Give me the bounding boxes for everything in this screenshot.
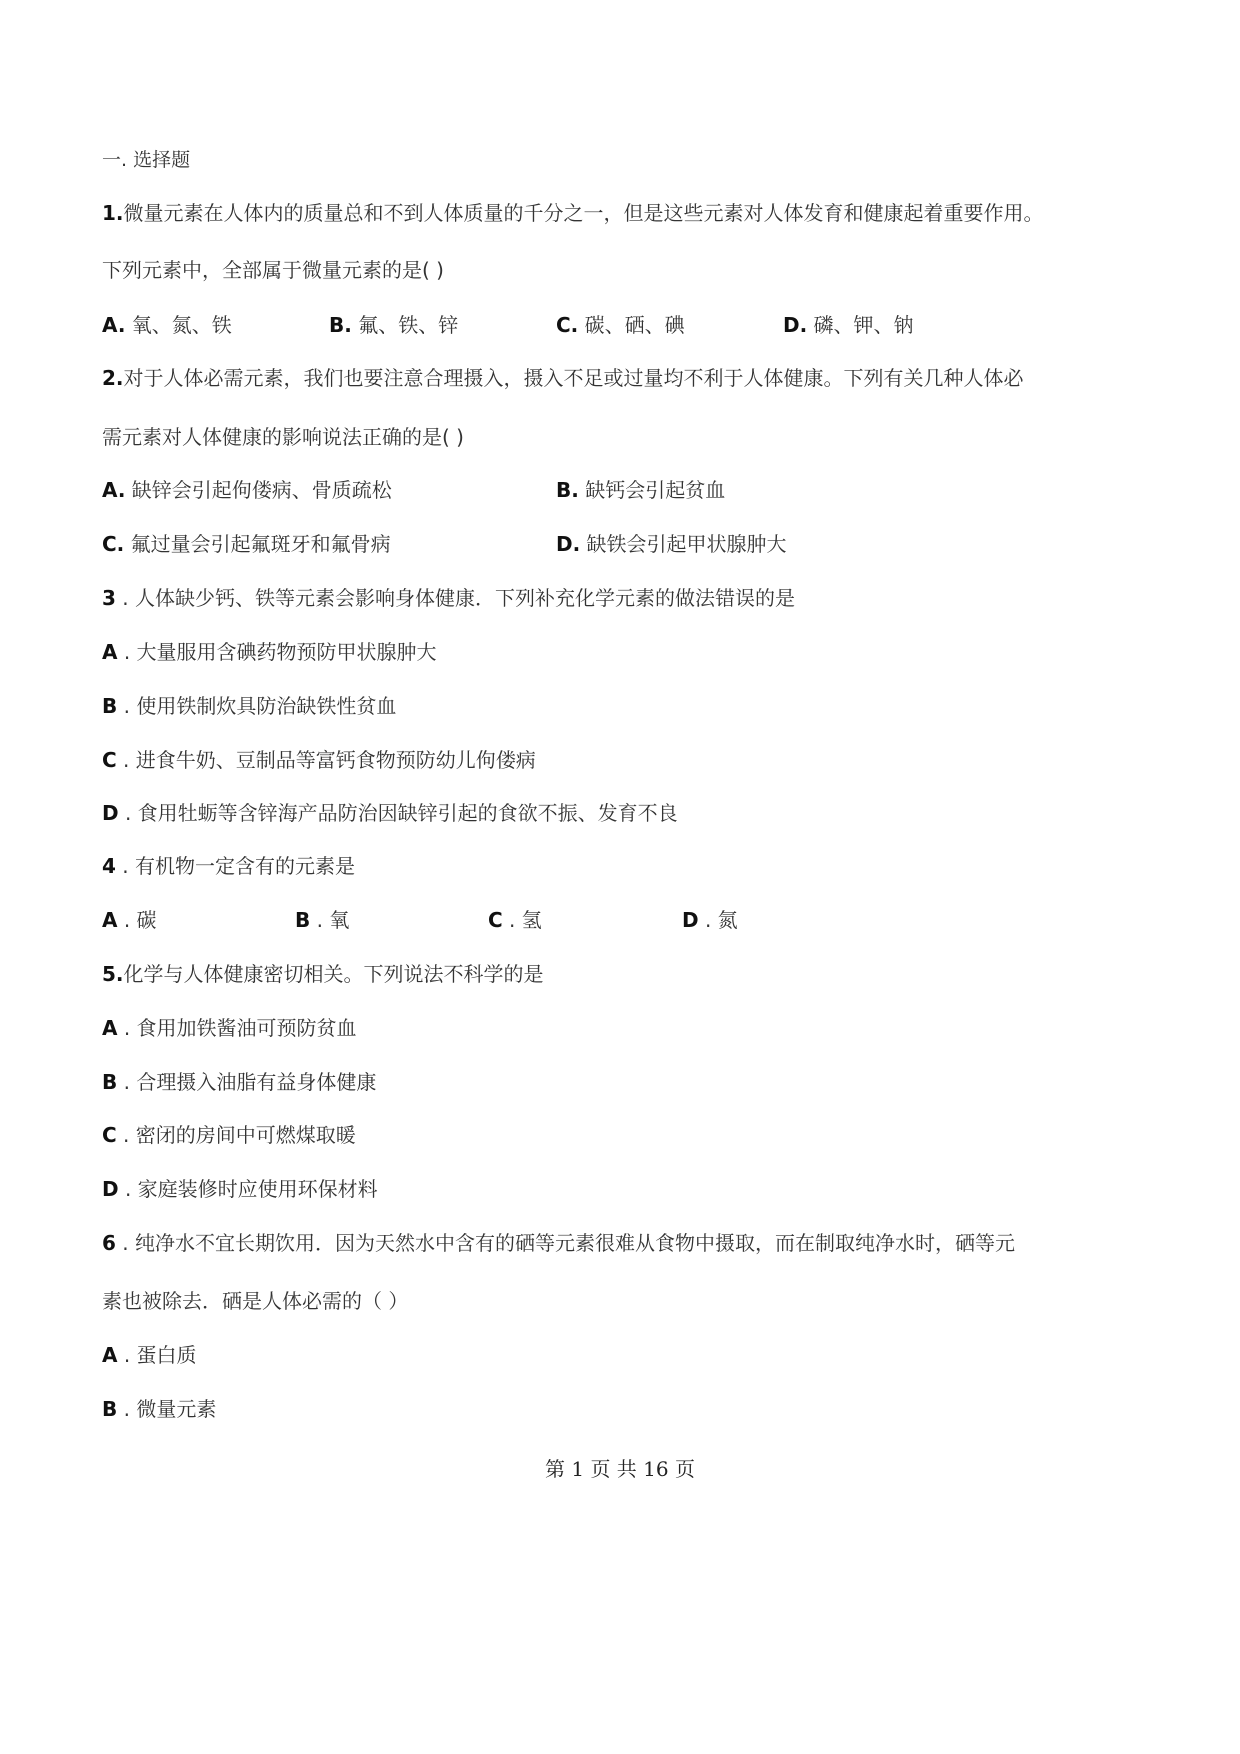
option-letter: B	[102, 1070, 118, 1094]
option-text: . 蛋白质	[117, 1343, 197, 1367]
question-5-option-c	[102, 1123, 356, 1147]
question-6-stem-line-2: 素也被除去．硒是人体必需的（ ）	[102, 1289, 409, 1313]
option-text: . 氢	[502, 908, 542, 932]
question-1-option-b	[329, 313, 458, 337]
question-number: 5.	[102, 962, 124, 986]
option-letter: B	[102, 1397, 118, 1421]
option-letter: B.	[556, 478, 579, 502]
question-number: 6	[102, 1231, 116, 1255]
question-2-option-d	[556, 532, 787, 556]
option-letter: C	[102, 748, 117, 772]
question-number: 4	[102, 854, 116, 878]
question-2-stem-line-2: 需元素对人体健康的影响说法正确的是( )	[102, 425, 464, 449]
option-text: 磷、钾、钠	[807, 313, 914, 337]
option-text: . 进食牛奶、豆制品等富钙食物预防幼儿佝偻病	[116, 748, 536, 772]
option-text: . 微量元素	[117, 1397, 217, 1421]
option-letter: D.	[783, 313, 808, 337]
question-number: 3	[102, 586, 116, 610]
page-number-footer: 第 1 页 共 16 页	[545, 1457, 695, 1481]
option-text: . 合理摄入油脂有益身体健康	[117, 1070, 377, 1094]
question-3-option-b	[102, 694, 396, 718]
question-5-option-d	[102, 1177, 378, 1201]
option-text: . 食用牡蛎等含锌海产品防治因缺锌引起的食欲不振、发育不良	[118, 801, 678, 825]
question-1-stem-line-1	[102, 201, 1044, 225]
option-text: 缺钙会引起贫血	[578, 478, 726, 502]
question-2-option-c	[102, 532, 391, 556]
option-text: 氧、氮、铁	[125, 313, 232, 337]
question-4-option-c	[488, 908, 542, 932]
question-1-option-c	[556, 313, 685, 337]
option-text: 氟、铁、锌	[351, 313, 459, 337]
option-letter: C.	[556, 313, 579, 337]
option-letter: D	[682, 908, 699, 932]
option-text: 氟过量会引起氟斑牙和氟骨病	[124, 532, 391, 556]
question-text: 化学与人体健康密切相关。下列说法不科学的是	[123, 962, 544, 986]
option-letter: A	[102, 640, 118, 664]
option-letter: A	[102, 1016, 118, 1040]
question-1-stem-line-2: 下列元素中，全部属于微量元素的是( )	[102, 258, 444, 282]
question-3-option-c	[102, 748, 536, 772]
question-2-option-a	[102, 478, 392, 502]
question-1-option-a	[102, 313, 232, 337]
question-4-option-d	[682, 908, 738, 932]
option-letter: B.	[329, 313, 352, 337]
question-text: 对于人体必需元素，我们也要注意合理摄入，摄入不足或过量均不利于人体健康。下列有关几种人体必	[123, 366, 1024, 390]
question-text: 微量元素在人体内的质量总和不到人体质量的千分之一，但是这些元素对人体发育和健康起着重要作用。	[123, 201, 1044, 225]
question-text: . 人体缺少钙、铁等元素会影响身体健康．下列补充化学元素的做法错误的是	[115, 586, 795, 610]
question-5-option-a	[102, 1016, 357, 1040]
option-text: 碳、硒、碘	[578, 313, 685, 337]
option-letter: C	[102, 1123, 117, 1147]
option-text: . 使用铁制炊具防治缺铁性贫血	[117, 694, 397, 718]
option-letter: C	[488, 908, 503, 932]
question-number: 2.	[102, 366, 124, 390]
question-6-stem-line-1	[102, 1231, 1015, 1255]
option-letter: B	[295, 908, 311, 932]
question-5-stem	[102, 962, 544, 986]
question-3-stem	[102, 586, 795, 610]
option-text: . 氮	[698, 908, 738, 932]
question-4-stem	[102, 854, 355, 878]
question-6-option-a	[102, 1343, 197, 1367]
question-text: . 纯净水不宜长期饮用．因为天然水中含有的硒等元素很难从食物中摄取，而在制取纯净水时，硒等元	[115, 1231, 1015, 1255]
option-letter: A.	[102, 313, 126, 337]
question-4-option-b	[295, 908, 349, 932]
option-text: . 氧	[310, 908, 350, 932]
question-2-option-b	[556, 478, 725, 502]
option-letter: C.	[102, 532, 125, 556]
option-text: 缺锌会引起佝偻病、骨质疏松	[125, 478, 392, 502]
question-5-option-b	[102, 1070, 376, 1094]
section-title: 一. 选择题	[102, 149, 191, 171]
question-2-stem-line-1	[102, 366, 1024, 390]
question-text: . 有机物一定含有的元素是	[115, 854, 355, 878]
option-letter: D	[102, 1177, 119, 1201]
option-letter: A	[102, 908, 118, 932]
option-text: . 密闭的房间中可燃煤取暖	[116, 1123, 356, 1147]
question-number: 1.	[102, 201, 124, 225]
option-text: . 碳	[117, 908, 157, 932]
option-text: 缺铁会引起甲状腺肿大	[580, 532, 787, 556]
option-letter: B	[102, 694, 118, 718]
option-letter: D.	[556, 532, 581, 556]
option-text: . 大量服用含碘药物预防甲状腺肿大	[117, 640, 437, 664]
question-6-option-b	[102, 1397, 216, 1421]
option-text: . 家庭装修时应使用环保材料	[118, 1177, 378, 1201]
question-1-option-d	[783, 313, 914, 337]
question-3-option-d	[102, 801, 678, 825]
option-letter: D	[102, 801, 119, 825]
option-letter: A.	[102, 478, 126, 502]
option-text: . 食用加铁酱油可预防贫血	[117, 1016, 357, 1040]
question-3-option-a	[102, 640, 437, 664]
option-letter: A	[102, 1343, 118, 1367]
question-4-option-a	[102, 908, 157, 932]
